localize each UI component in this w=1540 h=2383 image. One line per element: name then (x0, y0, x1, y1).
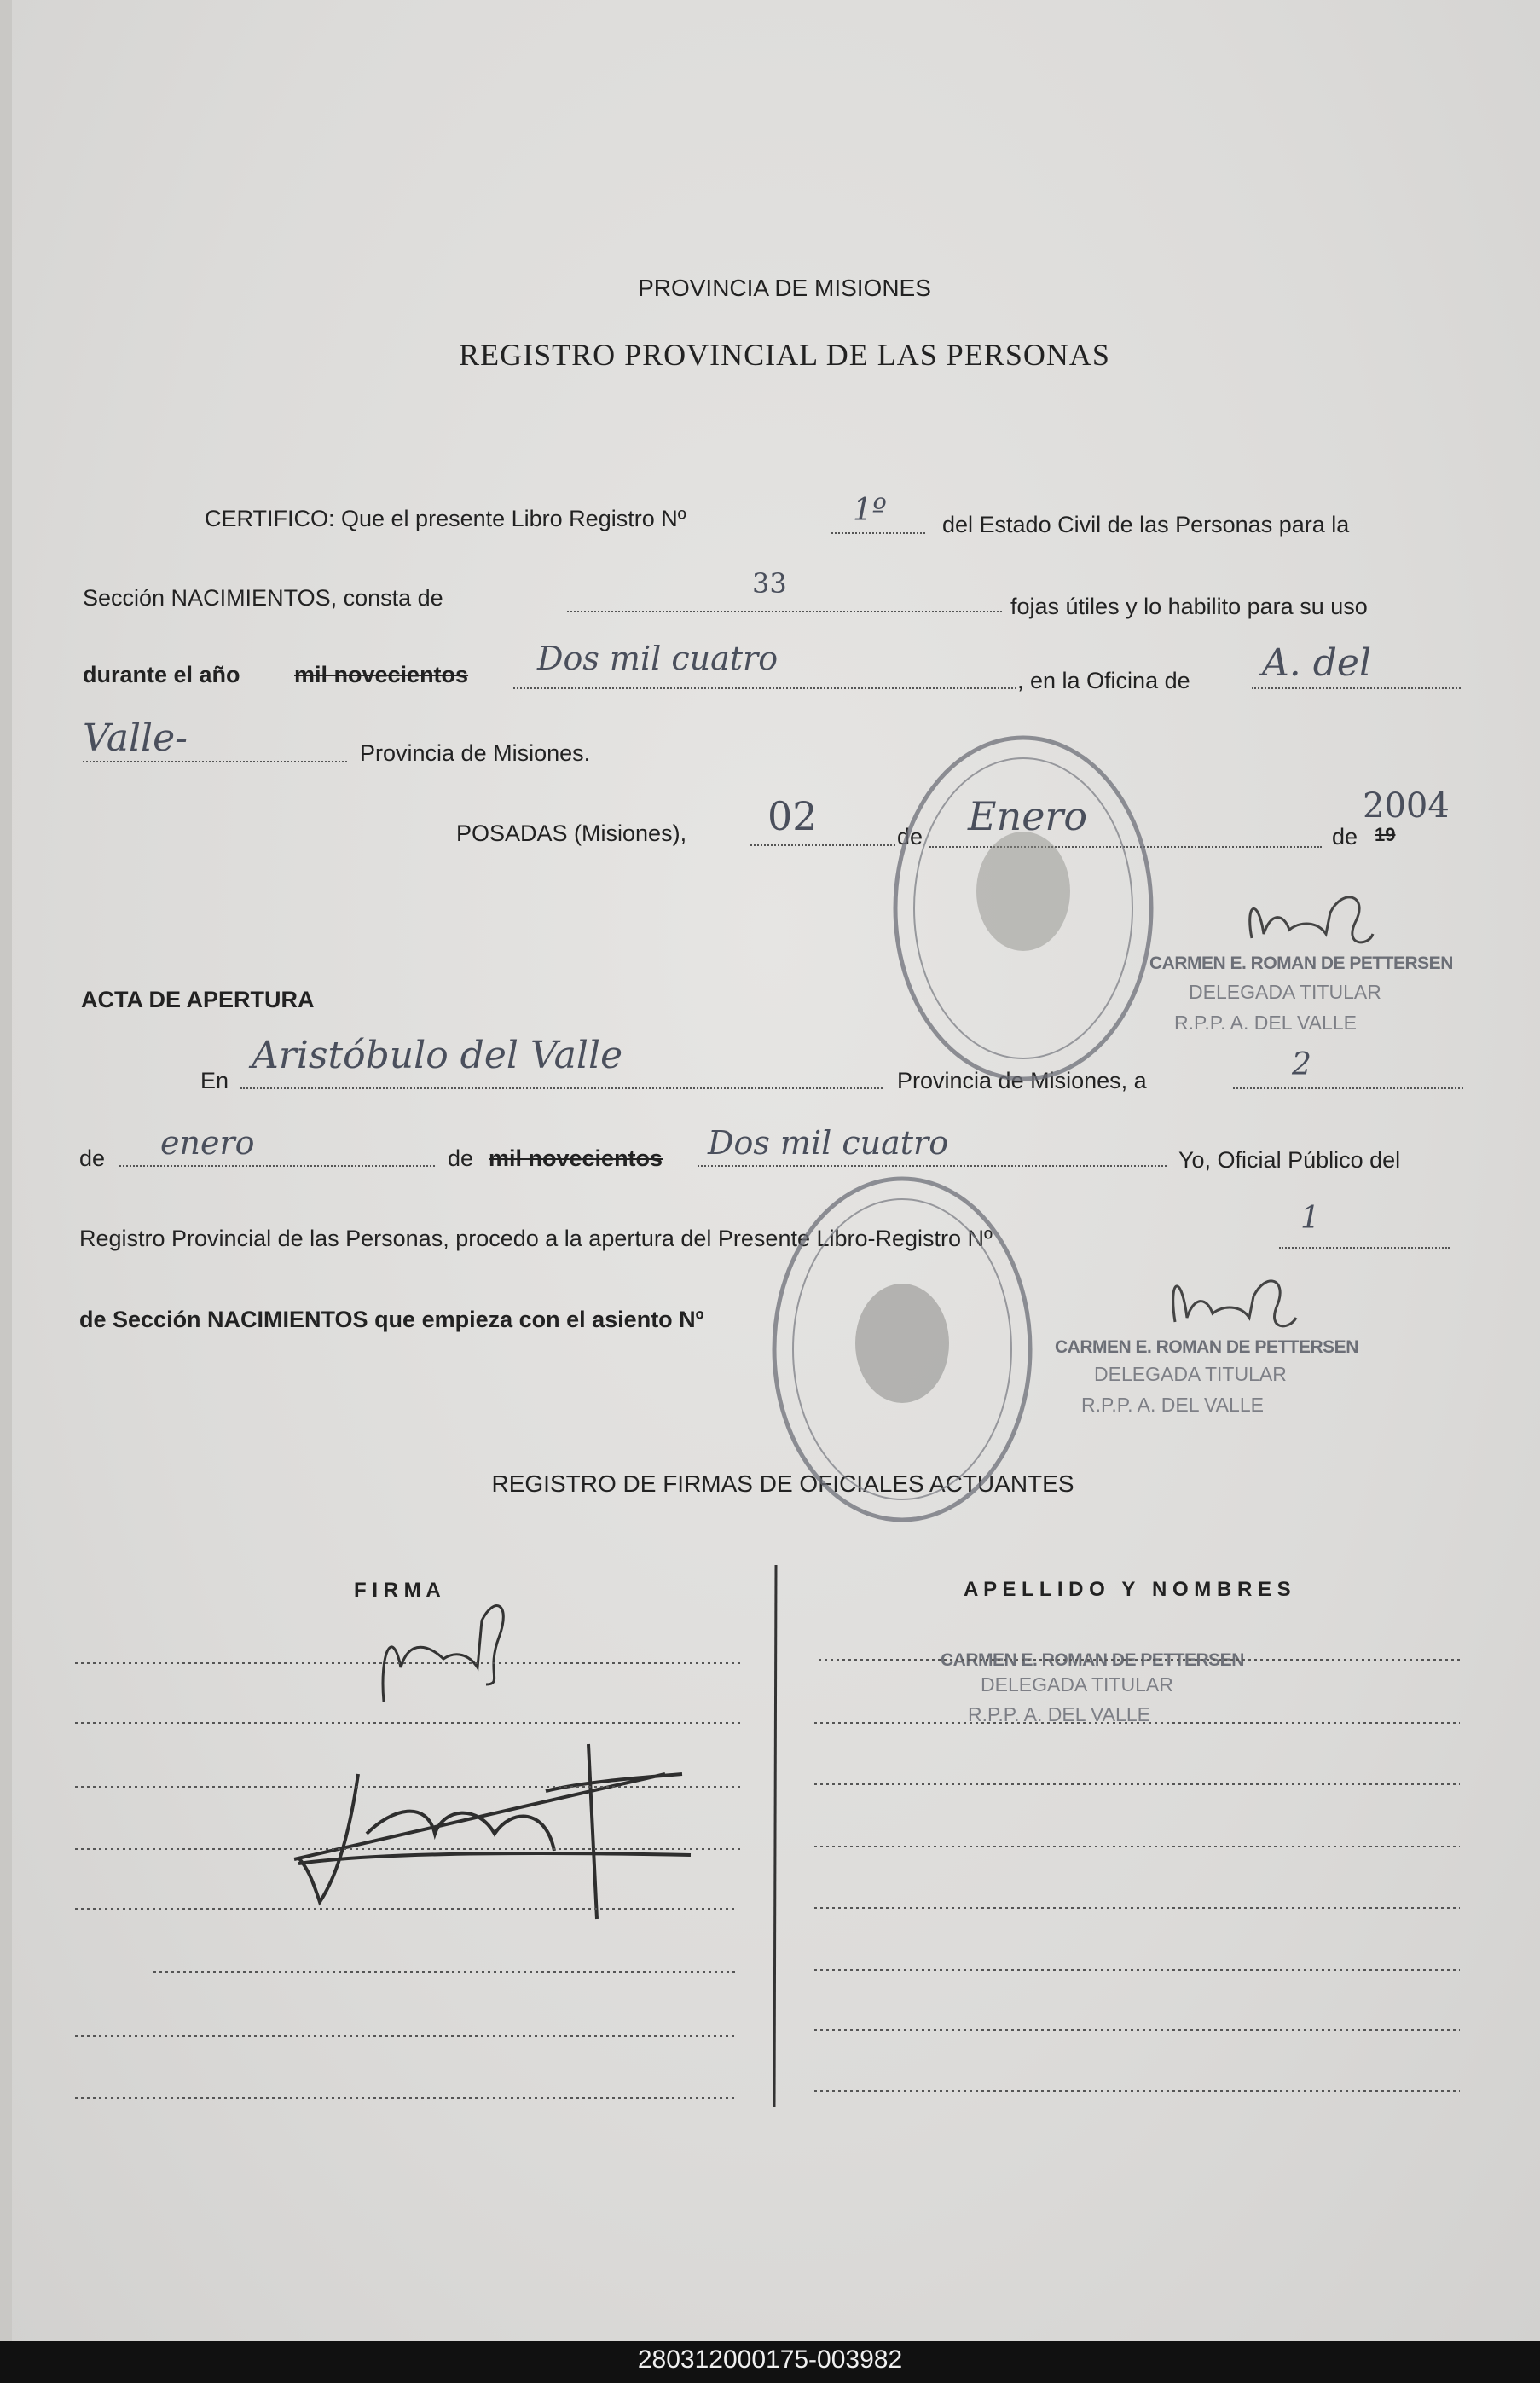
year-words-handwritten: Dos mil cuatro (537, 640, 779, 677)
certificate-line2-suffix: fojas útiles y lo habilito para su uso (1010, 594, 1368, 619)
acta-book-handwritten: 1 (1300, 1201, 1320, 1236)
certificate-line1-suffix: del Estado Civil de las Personas para la (942, 512, 1350, 537)
acta-struck-year: mil novecientos (489, 1145, 663, 1171)
place-label: POSADAS (Misiones), (456, 820, 687, 846)
certificate-line2-prefix: Sección NACIMIENTOS, consta de (83, 585, 443, 611)
official-seal-1 (895, 738, 1151, 1079)
de-label-2: de (1332, 824, 1358, 849)
stamp3-name: CARMEN E. ROMAN DE PETTERSEN (941, 1650, 1244, 1670)
stamp2-role: DELEGADA TITULAR (1094, 1363, 1287, 1385)
stamp3-role: DELEGADA TITULAR (981, 1673, 1173, 1696)
de-label-1: de (897, 824, 923, 849)
stamp1-name: CARMEN E. ROMAN DE PETTERSEN (1149, 954, 1453, 973)
registry-heading: REGISTRO PROVINCIAL DE LAS PERSONAS (459, 338, 1110, 372)
signature-firma-2 (294, 1744, 691, 1919)
pages-count-handwritten: 33 (752, 567, 787, 600)
table-divider (774, 1565, 776, 2107)
stamp2-name: CARMEN E. ROMAN DE PETTERSEN (1055, 1337, 1358, 1357)
acta-en-label: En (200, 1068, 229, 1093)
office-handwritten-part1: A. del (1262, 641, 1372, 685)
acta-year-handwritten: Dos mil cuatro (708, 1124, 949, 1162)
stamp1-office: R.P.P. A. DEL VALLE (1174, 1012, 1357, 1034)
certificate-line3-mid: , en la Oficina de (1017, 668, 1190, 693)
month-handwritten: Enero (968, 793, 1088, 839)
stamp3-office: R.P.P. A. DEL VALLE (968, 1703, 1150, 1725)
acta-province-label: Provincia de Misiones, a (897, 1068, 1147, 1093)
certificate-line3-prefix: durante el año (83, 662, 240, 687)
certificate-line1-prefix: CERTIFICO: Que el presente Libro Registro Nº (205, 506, 686, 531)
office-handwritten-part2: Valle- (83, 716, 188, 760)
acta-title: ACTA DE APERTURA (81, 987, 315, 1012)
year-handwritten: 2004 (1363, 786, 1450, 826)
acta-month-handwritten: enero (160, 1124, 255, 1162)
stamp1-role: DELEGADA TITULAR (1189, 981, 1381, 1003)
signature-stamp2 (1173, 1281, 1296, 1326)
acta-de-label-2: de (448, 1145, 474, 1171)
official-seal-2 (774, 1179, 1030, 1520)
col-firma-header: F I R M A (354, 1579, 441, 1602)
signature-firma-1 (383, 1606, 503, 1702)
acta-line3: de Sección NACIMIENTOS que empieza con el asiento Nº (79, 1307, 704, 1332)
acta-place-handwritten: Aristóbulo del Valle (252, 1034, 623, 1077)
certificate-line4-suffix: Provincia de Misiones. (360, 740, 591, 766)
document-id-caption: 280312000175-003982 (637, 2345, 903, 2374)
struck-year-text: mil novecientos (294, 662, 469, 687)
acta-official-label: Yo, Oficial Público del (1178, 1147, 1401, 1173)
acta-line2: Registro Provincial de las Personas, procedo a la apertura del Presente Libro-Registro Nº (79, 1226, 993, 1251)
book-number-handwritten: 1º (853, 493, 887, 528)
firma-rows (75, 1663, 742, 2098)
stamp2-office: R.P.P. A. DEL VALLE (1081, 1394, 1264, 1416)
signatures-title: REGISTRO DE FIRMAS DE OFICIALES ACTUANTES (491, 1470, 1074, 1497)
signature-stamp1 (1250, 897, 1373, 942)
acta-day-handwritten: 2 (1292, 1047, 1311, 1082)
acta-de-label: de (79, 1145, 106, 1171)
day-handwritten: 02 (767, 793, 818, 839)
struck-century: 19 (1375, 824, 1396, 845)
col-names-header: A P E L L I D O Y N O M B R E S (964, 1578, 1291, 1601)
names-rows (814, 1660, 1462, 2091)
province-heading: PROVINCIA DE MISIONES (638, 275, 931, 301)
